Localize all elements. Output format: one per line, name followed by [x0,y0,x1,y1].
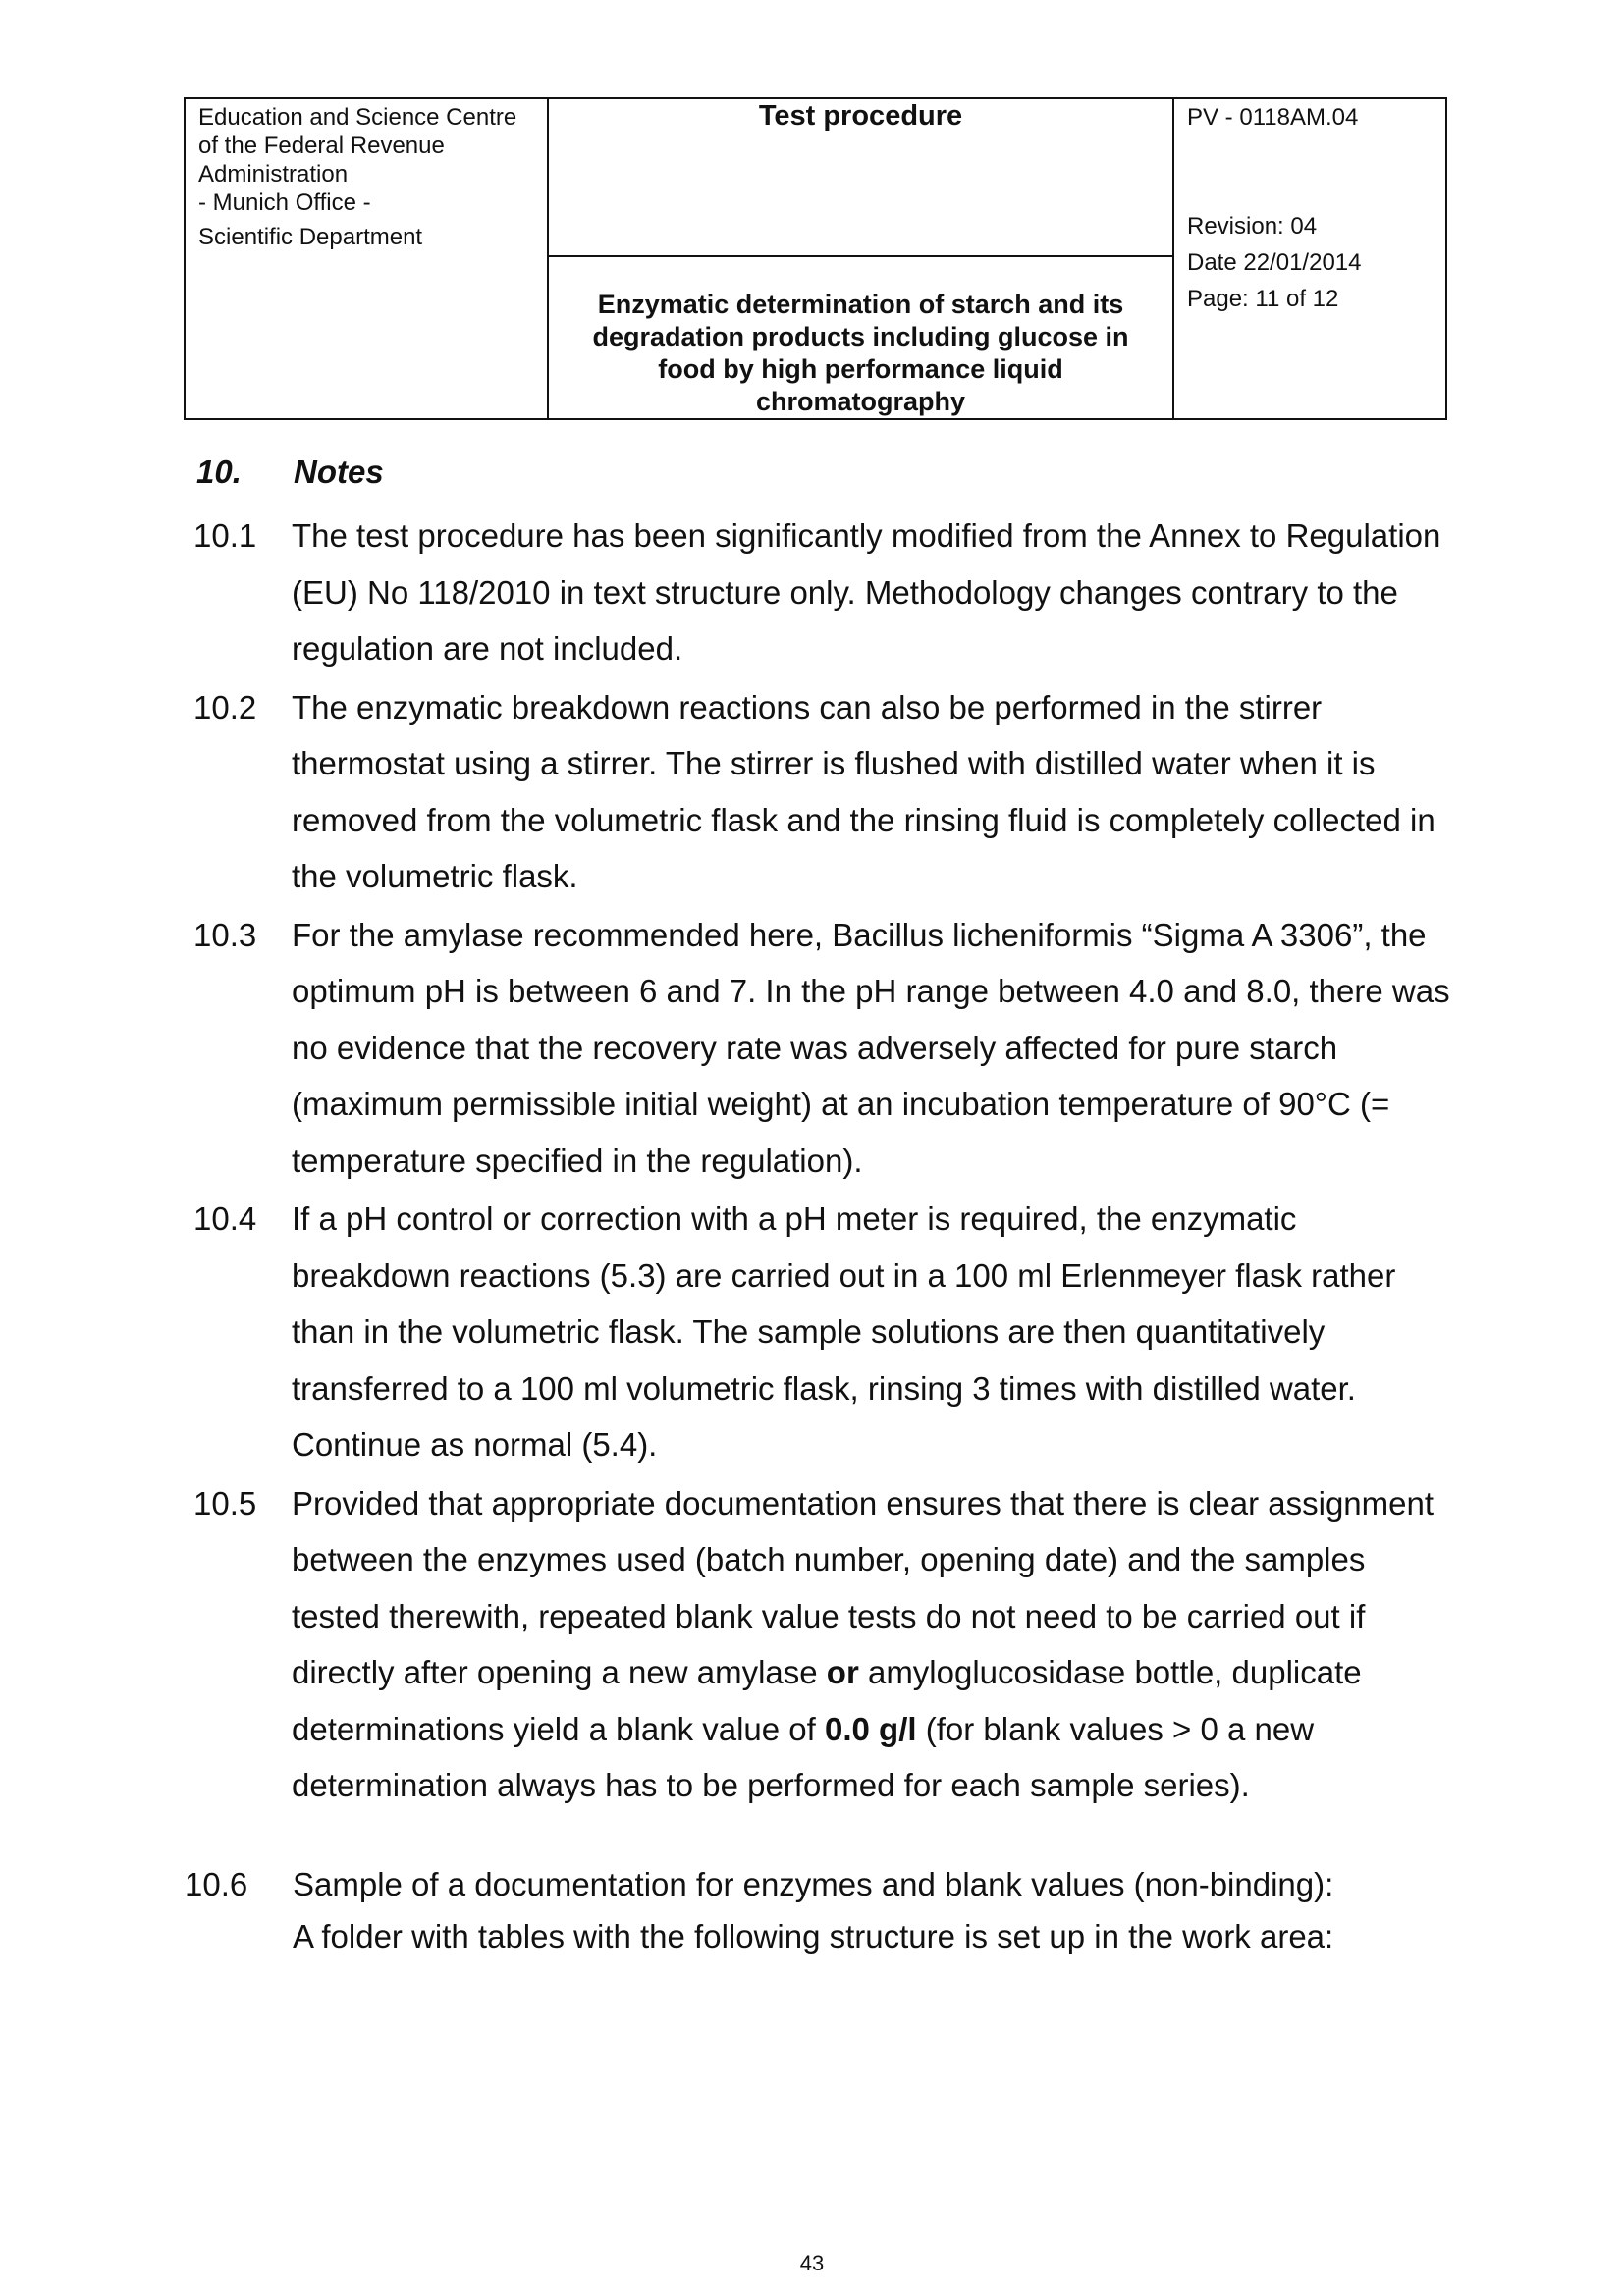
doc-date: Date 22/01/2014 [1187,249,1362,276]
section-title: Notes [294,454,384,490]
header-doctype-cell [548,98,1173,256]
note-line-2: A folder with tables with the following structure is set up in the work area: [293,1918,1334,1954]
note-text: For the amylase recommended here, Bacillus licheniformis “Sigma A 3306”, the optimum pH is between 6 and 7. In the pH range between 4.0 and 8.0, there was no evidence that the recovery rate was adversely affected for pure starch (maximum permissible initial weight) at an incubation temperature of 90°C (= temperature specified in the regulation). [292,916,1450,1179]
notes-list [193,507,1460,1816]
note-10-1 [193,507,1460,677]
doc-id: PV - 0118AM.04 [1187,104,1359,131]
page-number: 43 [799,2251,825,2275]
note-text: If a pH control or correction with a pH meter is required, the enzymatic breakdown reactions (5.3) are carried out in a 100 ml Erlenmeyer flask rather than in the volumetric flask. The sample solutions are then quantitatively transferred to a 100 ml volumetric flask, rinsing 3 times with distilled water. Continue as normal (5.4). [292,1201,1396,1463]
header-org-cell [185,98,548,419]
doc-type-title: Test procedure [758,100,963,132]
page-indicator: Page: 11 of 12 [1187,286,1339,312]
note-text-part: Provided that appropriate documentation ensures that there is clear assignment between the enzymes used (batch number, opening date) and the samples tested therewith, repeated blank value tests do not need to be carried out if directly after opening a new amylase [292,1484,1435,1690]
section-heading [196,454,384,491]
note-text: The test procedure has been significantly modified from the Annex to Regulation (EU) No 118/2010 in text structure only. Methodology changes contrary to the regulation are not included. [292,517,1441,667]
note-10-3 [193,907,1460,1190]
org-line-1: Education and Science Centre [198,104,517,131]
note-number: 10.6 [185,1866,248,1902]
note-10-5 [193,1475,1460,1814]
note-10-4 [193,1191,1460,1473]
org-line-3: Administration [198,161,349,187]
revision: Revision: 04 [1187,213,1318,240]
header-title-cell [548,256,1173,419]
note-text [292,1475,1450,1814]
org-line-4: - Munich Office - [198,189,371,216]
note-number: 10.3 [193,916,257,953]
doc-title: Enzymatic determination of starch and its degradation products including glucose in food by high performance liquid chromatography [592,290,1129,416]
note-number: 10.2 [193,688,257,725]
note-text-bold: 0.0 g/l [825,1710,917,1747]
org-line-2: of the Federal Revenue [198,133,445,159]
note-number: 10.1 [193,517,257,554]
note-text: The enzymatic breakdown reactions can also be performed in the stirrer thermostat using a stirrer. The stirrer is flushed with distilled water when it is removed from the volumetric flask and the rinsing fluid is completely collected in the volumetric flask. [292,688,1435,894]
note-number: 10.5 [193,1484,257,1522]
note-number: 10.4 [193,1201,257,1237]
note-10-2 [193,679,1460,905]
header-meta-cell [1173,98,1446,419]
note-text-part: (for blank values > 0 a new determination always has to be performed for each sample series). [292,1710,1315,1803]
note-10-6 [185,1858,1461,1962]
document-header-table [184,97,1447,420]
department-label: Scientific Department [198,224,423,250]
note-text-bold: or [826,1654,859,1690]
note-line-1: Sample of a documentation for enzymes and blank values (non-binding): [293,1866,1334,1902]
note-text-part: amyloglucosidase bottle, duplicate determinations yield a blank value of [292,1654,1362,1747]
section-number: 10. [196,454,242,490]
note-text [293,1858,1451,1962]
